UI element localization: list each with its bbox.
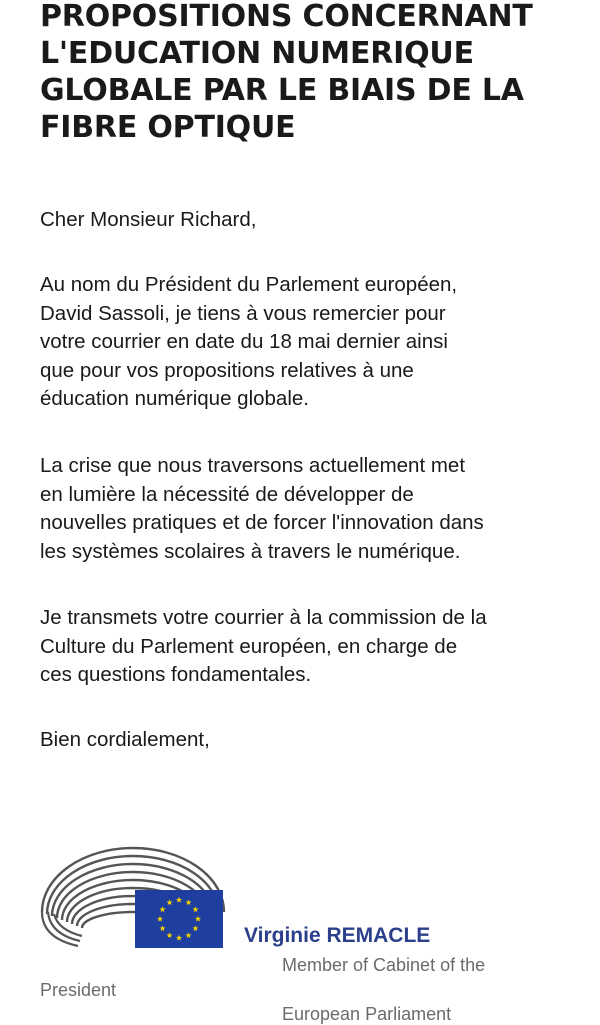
letter-title xyxy=(40,0,580,146)
paragraph-line: Au nom du Président du Parlement européen, xyxy=(40,273,458,296)
european-parliament-logo-icon xyxy=(38,842,228,952)
signatory-role: European Parliament xyxy=(282,1004,452,1024)
paragraph-line: en lumière la nécessité de développer de xyxy=(40,482,414,506)
paragraph-line: Je transmets votre courrier à la commission de la xyxy=(40,606,487,629)
paragraph-line: Culture du Parlement européen, en charge de xyxy=(40,634,458,658)
paragraph-line: La crise que nous traversons actuellement met xyxy=(40,454,466,477)
paragraph-line: votre courrier en date du 18 mai dernier ainsi xyxy=(40,330,448,353)
signatory-role: Member of Cabinet of the xyxy=(282,955,486,975)
title-line: L'EDUCATION NUMERIQUE xyxy=(40,36,474,71)
closing-text: Bien cordialement, xyxy=(40,728,210,751)
title-line: PROPOSITIONS CONCERNANT xyxy=(40,0,533,34)
paragraph-line: éducation numérique globale. xyxy=(40,387,309,410)
title-line: GLOBALE PAR LE BIAIS DE LA xyxy=(40,73,524,108)
paragraph-line: nouvelles pratiques et de forcer l'innovation dans xyxy=(40,511,484,534)
greeting-text: Cher Monsieur Richard, xyxy=(40,208,257,231)
paragraph-transmission xyxy=(40,604,580,690)
paragraph-line: que pour vos propositions relatives à une xyxy=(40,358,414,382)
title-line: FIBRE OPTIQUE xyxy=(40,110,296,145)
paragraph-crisis xyxy=(40,452,580,566)
signatory-role: President xyxy=(40,980,117,1000)
greeting xyxy=(40,206,580,235)
paragraph-line: David Sassoli, je tiens à vous remercier pour xyxy=(40,301,446,325)
paragraph-line: les systèmes scolaires à travers le numérique. xyxy=(40,539,461,563)
signatory-name: Virginie REMACLE xyxy=(244,924,431,947)
paragraph-line: ces questions fondamentales. xyxy=(40,663,312,686)
closing xyxy=(40,726,580,755)
paragraph-thanks xyxy=(40,271,580,414)
